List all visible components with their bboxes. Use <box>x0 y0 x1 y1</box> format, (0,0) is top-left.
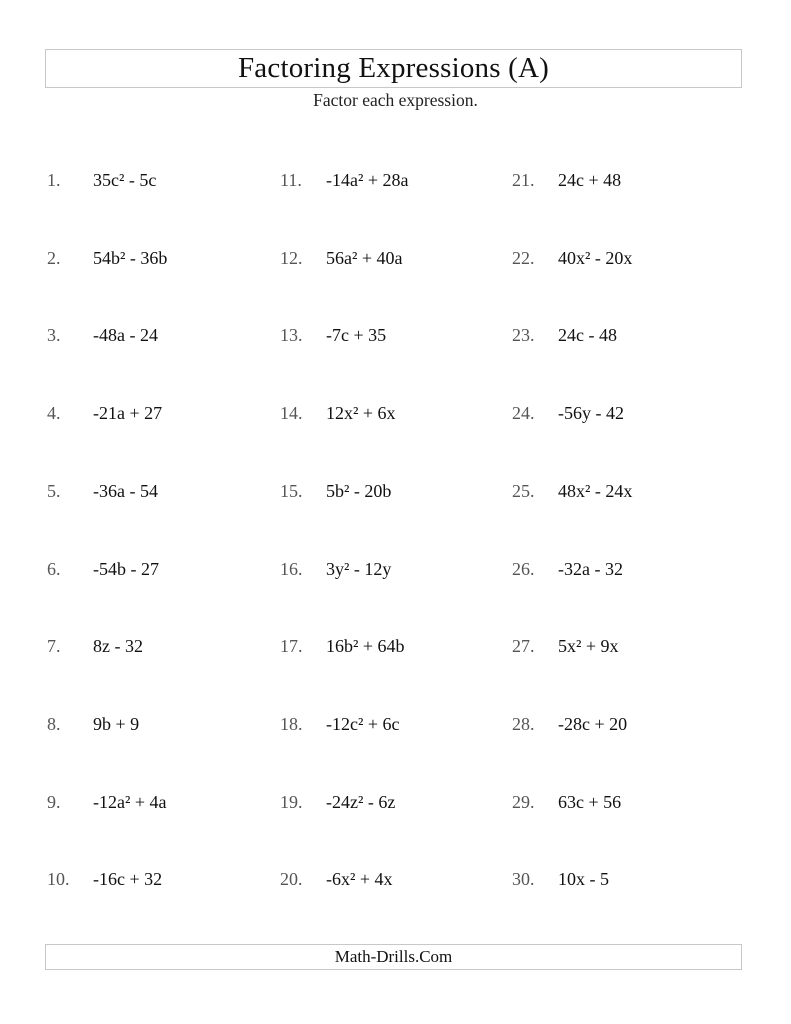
problem-expression: -16c + 32 <box>93 869 163 890</box>
problem-number: 30. <box>512 869 535 890</box>
problem-number: 10. <box>47 869 70 890</box>
problem-expression: 9b + 9 <box>93 713 140 734</box>
problem-expression: 35c² - 5c <box>93 170 157 190</box>
worksheet-title: Factoring Expressions (A) <box>237 52 550 84</box>
problem-number: 26. <box>512 558 535 579</box>
problem-expression: -21a + 27 <box>93 403 163 424</box>
problem-number: 27. <box>512 636 535 657</box>
problem-number: 20. <box>280 869 303 890</box>
problem-number: 25. <box>512 480 535 501</box>
problem-expression: 10x - 5 <box>558 869 609 890</box>
footer-text: Math-Drills.Com <box>334 947 453 966</box>
problem-expression: 12x² + 6x <box>326 403 396 424</box>
problem-number: 1. <box>47 170 61 190</box>
problem-number: 11. <box>280 170 302 190</box>
problem-expression: 8z - 32 <box>93 636 143 657</box>
problem-expression: -24z² - 6z <box>326 791 396 812</box>
problem-number: 14. <box>280 403 303 424</box>
problem-expression: 5b² - 20b <box>326 480 392 501</box>
problem-number: 28. <box>512 713 535 734</box>
problem-number: 5. <box>47 480 61 501</box>
problem-expression: -54b - 27 <box>93 558 159 579</box>
problem-number: 12. <box>280 247 303 268</box>
instructions: Factor each expression. <box>313 90 478 110</box>
problem-expression: -32a - 32 <box>558 558 623 579</box>
problem-expression: -28c + 20 <box>558 713 628 734</box>
problem-expression: -6x² + 4x <box>326 869 393 890</box>
problem-number: 3. <box>47 325 61 346</box>
problem-expression: 63c + 56 <box>558 791 622 812</box>
problem-expression: 48x² - 24x <box>558 480 633 501</box>
problem-expression: -56y - 42 <box>558 403 624 424</box>
problem-expression: 54b² - 36b <box>93 247 168 268</box>
problem-expression: -12c² + 6c <box>326 713 400 734</box>
problem-expression: 56a² + 40a <box>326 247 403 268</box>
problem-expression: -7c + 35 <box>326 325 387 346</box>
problem-number: 8. <box>47 713 61 734</box>
problem-number: 17. <box>280 636 303 657</box>
problem-number: 18. <box>280 713 303 734</box>
problem-number: 29. <box>512 791 535 812</box>
problem-number: 15. <box>280 480 303 501</box>
problem-number: 7. <box>47 636 61 657</box>
problem-number: 13. <box>280 325 303 346</box>
problem-number: 9. <box>47 791 61 812</box>
footer-box <box>45 944 742 970</box>
problem-number: 24. <box>512 403 535 424</box>
problem-number: 2. <box>47 247 61 268</box>
problem-expression: -48a - 24 <box>93 325 158 346</box>
problem-expression: 24c + 48 <box>558 170 622 190</box>
problem-number: 22. <box>512 247 535 268</box>
problem-expression: 3y² - 12y <box>326 558 392 579</box>
problem-number: 16. <box>280 558 303 579</box>
problem-expression: -12a² + 4a <box>93 791 167 812</box>
problem-number: 23. <box>512 325 535 346</box>
problem-expression: 5x² + 9x <box>558 636 619 657</box>
problem-expression: -36a - 54 <box>93 480 158 501</box>
problem-number: 4. <box>47 403 61 424</box>
problem-expression: -14a² + 28a <box>326 170 409 190</box>
problem-expression: 24c - 48 <box>558 325 617 346</box>
problem-number: 21. <box>512 170 535 190</box>
problem-expression: 16b² + 64b <box>326 636 405 657</box>
problem-number: 6. <box>47 558 61 579</box>
title-box <box>45 49 742 88</box>
problem-expression: 40x² - 20x <box>558 247 633 268</box>
problem-number: 19. <box>280 791 303 812</box>
